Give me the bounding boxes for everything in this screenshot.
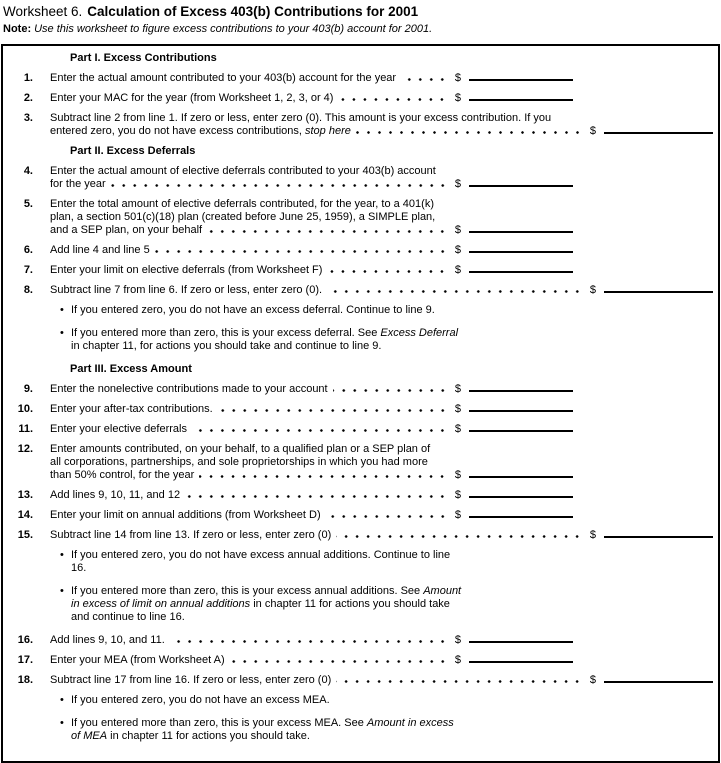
bullet-text-line <box>71 730 454 743</box>
text-segment: for the year <box>50 178 106 190</box>
line-number-2: 2. <box>23 92 33 104</box>
dollar-sign: $ <box>454 264 461 276</box>
text-segment: in chapter 11 for actions you should take <box>250 598 450 610</box>
line-last-row <box>50 284 713 297</box>
line-number-10: 10. <box>17 403 33 415</box>
amount-input-line-3[interactable] <box>604 132 713 134</box>
line-last-row <box>50 178 573 191</box>
bullet-text-line <box>71 562 450 575</box>
line-text <box>50 443 573 456</box>
text-segment: plan, a section 501(c)(18) plan (created before June 25, 1959), a SIMPLE plan, <box>50 211 436 223</box>
part-heading-1: Part I. Excess Contributions <box>70 52 217 64</box>
bullet-item <box>60 327 718 353</box>
amount-input-line-13[interactable] <box>469 496 573 498</box>
line-number-13: 13. <box>17 489 33 501</box>
line-text <box>50 284 322 297</box>
dot-leader <box>207 230 448 233</box>
line-item-4 <box>3 165 573 191</box>
line-text <box>50 654 225 667</box>
line-body-12 <box>50 443 573 482</box>
amount-input-line-1[interactable] <box>469 79 573 81</box>
text-segment: and a SEP plan, on your behalf <box>50 224 203 236</box>
line-body-16 <box>50 634 573 647</box>
dot-leader <box>338 98 447 101</box>
text-segment: If you entered more than zero, this is your excess MEA. See <box>71 717 367 729</box>
line-text <box>50 92 333 105</box>
dot-leader <box>401 78 448 81</box>
amount-input-line-6[interactable] <box>469 251 573 253</box>
line-body-6 <box>50 244 573 257</box>
bullet-text <box>71 304 435 317</box>
line-last-row <box>50 264 573 277</box>
amount-input-line-17[interactable] <box>469 661 573 663</box>
note-label: Note: <box>3 23 32 35</box>
dot-leader <box>327 270 447 273</box>
line-last-row <box>50 72 573 85</box>
line-last-row <box>50 529 713 542</box>
line-text <box>50 456 573 469</box>
bullet-text-line <box>71 717 454 730</box>
dollar-sign: $ <box>454 244 461 256</box>
line-number-5: 5. <box>23 198 33 210</box>
dot-leader <box>185 495 448 498</box>
line-last-row <box>50 92 573 105</box>
dot-leader <box>356 131 583 134</box>
line-item-10 <box>3 403 573 416</box>
line-text <box>50 112 713 125</box>
dot-leader <box>170 640 448 643</box>
line-text <box>50 198 573 211</box>
worksheet-box <box>1 44 720 763</box>
dot-leader <box>111 184 448 187</box>
dollar-sign: $ <box>454 92 461 104</box>
text-segment: Enter your limit on annual additions (from Worksheet D) <box>50 509 321 521</box>
line-number-16: 16. <box>17 634 33 646</box>
line-body-2 <box>50 92 573 105</box>
dot-leader <box>155 250 448 253</box>
line-last-row <box>50 224 573 237</box>
text-segment: Enter the nonelective contributions made to your account <box>50 383 328 395</box>
line-number-11: 11. <box>18 423 33 435</box>
amount-input-line-2[interactable] <box>469 99 573 101</box>
text-segment: If you entered zero, you do not have an excess MEA. <box>71 694 330 706</box>
bullet-text-line <box>71 549 450 562</box>
line-body-9 <box>50 383 573 396</box>
part-heading-2: Part II. Excess Deferrals <box>70 145 196 157</box>
line-item-17 <box>3 654 573 667</box>
line-item-8 <box>3 284 713 297</box>
line-number-14: 14. <box>17 509 33 521</box>
amount-input-line-9[interactable] <box>469 390 573 392</box>
line-body-4 <box>50 165 573 191</box>
line-number-15: 15. <box>17 529 33 541</box>
dollar-sign: $ <box>454 178 461 190</box>
text-segment: Amount <box>423 585 462 597</box>
amount-input-line-5[interactable] <box>469 231 573 233</box>
line-last-row <box>50 423 573 436</box>
line-item-12 <box>3 443 573 482</box>
bullet-item <box>60 549 718 575</box>
text-segment: Subtract line 7 from line 6. If zero or less, enter zero (0). <box>50 284 323 296</box>
text-segment: Excess Deferral <box>380 327 459 339</box>
bullet-text-line <box>71 585 461 598</box>
line-last-row <box>50 383 573 396</box>
line-number-4: 4. <box>23 165 33 177</box>
line-item-11 <box>3 423 573 436</box>
line-body-15 <box>50 529 713 542</box>
line-text <box>50 383 328 396</box>
bullet-icon: • <box>60 717 64 729</box>
line-item-2 <box>3 92 573 105</box>
text-segment: Enter the actual amount of elective deferrals contributed to your 403(b) account <box>50 165 436 177</box>
text-segment: Subtract line 14 from line 13. If zero or less, enter zero (0) <box>50 529 332 541</box>
bullet-icon: • <box>60 585 64 597</box>
line-text <box>50 674 331 687</box>
line-last-row <box>50 509 573 522</box>
dollar-sign: $ <box>589 284 596 296</box>
text-segment: stop here <box>305 125 351 137</box>
line-item-15 <box>3 529 713 542</box>
text-segment: than 50% control, for the year <box>50 469 195 481</box>
text-segment: entered zero, you do not have excess contributions, <box>50 125 305 137</box>
bullet-text-line <box>71 611 461 624</box>
amount-input-line-15[interactable] <box>604 536 713 538</box>
line-item-16 <box>3 634 573 647</box>
dollar-sign: $ <box>454 224 461 236</box>
line-body-10 <box>50 403 573 416</box>
line-number-17: 17. <box>17 654 33 666</box>
text-segment: in chapter 11 for actions you should take. <box>107 730 310 742</box>
text-segment: of MEA <box>71 730 108 742</box>
line-number-18: 18. <box>17 674 33 686</box>
dollar-sign: $ <box>454 423 461 435</box>
text-segment: Enter the actual amount contributed to your 403(b) account for the year <box>50 72 397 84</box>
line-last-row <box>50 674 713 687</box>
line-item-6 <box>3 244 573 257</box>
text-segment: Subtract line 17 from line 16. If zero or less, enter zero (0) <box>50 674 332 686</box>
bullet-item <box>60 585 718 624</box>
amount-input-line-18[interactable] <box>604 681 713 683</box>
line-text <box>50 244 150 257</box>
text-segment: Amount in excess <box>366 717 454 729</box>
text-segment: Enter your limit on elective deferrals (from Worksheet F) <box>50 264 323 276</box>
line-text <box>50 224 202 237</box>
bullet-text-line <box>71 327 458 340</box>
line-item-3 <box>3 112 713 138</box>
text-segment: If you entered zero, you do not have an excess deferral. Continue to line 9. <box>71 304 435 316</box>
line-text <box>50 529 331 542</box>
bullet-text-line <box>71 598 461 611</box>
dot-leader <box>192 429 448 432</box>
dot-leader <box>333 389 448 392</box>
line-number-3: 3. <box>23 112 33 124</box>
line-last-row <box>50 489 573 502</box>
line-body-3 <box>50 112 713 138</box>
dot-leader <box>336 680 583 683</box>
line-number-6: 6. <box>23 244 33 256</box>
text-segment: Add lines 9, 10, 11, and 12 <box>50 489 181 501</box>
line-number-12: 12. <box>17 443 33 455</box>
line-text <box>50 469 194 482</box>
line-text <box>50 178 106 191</box>
line-body-8 <box>50 284 713 297</box>
dollar-sign: $ <box>589 125 596 137</box>
dollar-sign: $ <box>454 509 461 521</box>
line-text <box>50 211 573 224</box>
dot-leader <box>336 535 583 538</box>
line-text <box>50 423 187 436</box>
line-item-14 <box>3 509 573 522</box>
line-item-7 <box>3 264 573 277</box>
text-segment: Enter your MAC for the year (from Worksheet 1, 2, 3, or 4) <box>50 92 334 104</box>
dollar-sign: $ <box>454 654 461 666</box>
text-segment: in chapter 11, for actions you should take and continue to line 9. <box>71 340 382 352</box>
worksheet-note <box>3 23 721 36</box>
dollar-sign: $ <box>454 383 461 395</box>
line-body-5 <box>50 198 573 237</box>
text-segment: Enter your MEA (from Worksheet A) <box>50 654 225 666</box>
bullet-text-line <box>71 304 435 317</box>
line-text <box>50 403 213 416</box>
line-item-9 <box>3 383 573 396</box>
text-segment: Add lines 9, 10, and 11. <box>50 634 165 646</box>
line-body-7 <box>50 264 573 277</box>
line-text <box>50 634 165 647</box>
line-body-1 <box>50 72 573 85</box>
bullet-item <box>60 694 718 707</box>
line-last-row <box>50 125 713 138</box>
dot-leader <box>199 475 448 478</box>
line-last-row <box>50 654 573 667</box>
bullet-text <box>71 549 450 575</box>
dollar-sign: $ <box>454 403 461 415</box>
text-segment: If you entered more than zero, this is your excess annual additions. See <box>71 585 424 597</box>
line-last-row <box>50 634 573 647</box>
text-segment: Enter your elective deferrals <box>50 423 187 435</box>
amount-input-line-8[interactable] <box>604 291 713 293</box>
worksheet-title-text: Calculation of Excess 403(b) Contributions for 2001 <box>87 4 419 19</box>
line-text <box>50 489 180 502</box>
bullet-text <box>71 694 330 707</box>
line-body-18 <box>50 674 713 687</box>
page-title <box>3 3 721 20</box>
dollar-sign: $ <box>454 72 461 84</box>
dot-leader <box>218 409 448 412</box>
line-body-17 <box>50 654 573 667</box>
line-number-7: 7. <box>23 264 33 276</box>
bullet-text <box>71 585 461 624</box>
bullet-icon: • <box>60 549 64 561</box>
text-segment: all corporations, partnerships, and sole proprietorships in which you had more <box>50 456 428 468</box>
dollar-sign: $ <box>454 634 461 646</box>
dollar-sign: $ <box>454 469 461 481</box>
bullet-icon: • <box>60 304 64 316</box>
bullet-item <box>60 717 718 743</box>
text-segment: in excess of limit on annual additions <box>71 598 251 610</box>
line-number-9: 9. <box>23 383 33 395</box>
amount-input-line-16[interactable] <box>469 641 573 643</box>
dot-leader <box>326 515 448 518</box>
dollar-sign: $ <box>589 529 596 541</box>
line-body-11 <box>50 423 573 436</box>
line-item-13 <box>3 489 573 502</box>
amount-input-line-10[interactable] <box>469 410 573 412</box>
bullet-text <box>71 717 454 743</box>
dollar-sign: $ <box>454 489 461 501</box>
bullet-icon: • <box>60 327 64 339</box>
text-segment: Enter your after-tax contributions. <box>50 403 213 415</box>
line-body-14 <box>50 509 573 522</box>
text-segment: and continue to line 16. <box>71 611 185 623</box>
line-text <box>50 72 396 85</box>
line-item-5 <box>3 198 573 237</box>
line-text <box>50 165 573 178</box>
amount-input-line-14[interactable] <box>469 516 573 518</box>
bullet-text <box>71 327 458 353</box>
line-last-row <box>50 244 573 257</box>
line-text <box>50 264 322 277</box>
line-number-1: 1. <box>23 72 33 84</box>
text-segment: If you entered zero, you do not have excess annual additions. Continue to line <box>71 549 451 561</box>
amount-input-line-4[interactable] <box>469 185 573 187</box>
part-heading-3: Part III. Excess Amount <box>70 363 192 375</box>
dot-leader <box>230 660 448 663</box>
line-item-1 <box>3 72 573 85</box>
text-segment: If you entered more than zero, this is your excess deferral. See <box>71 327 381 339</box>
line-body-13 <box>50 489 573 502</box>
bullet-text-line <box>71 340 458 353</box>
text-segment: Enter the total amount of elective deferrals contributed, for the year, to a 401(k) <box>50 198 434 210</box>
bullet-text-line <box>71 694 330 707</box>
line-last-row <box>50 469 573 482</box>
line-item-18 <box>3 674 713 687</box>
text-segment: 16. <box>71 562 87 574</box>
text-segment: Enter amounts contributed, on your behalf, to a qualified plan or a SEP plan of <box>50 443 431 455</box>
text-segment: Add line 4 and line 5 <box>50 244 150 256</box>
worksheet-number: Worksheet 6. <box>3 4 83 19</box>
amount-input-line-7[interactable] <box>469 271 573 273</box>
note-text: Use this worksheet to figure excess contributions to your 403(b) account for 2001. <box>34 23 433 35</box>
bullet-item <box>60 304 718 317</box>
bullet-icon: • <box>60 694 64 706</box>
dot-leader <box>327 290 583 293</box>
dollar-sign: $ <box>589 674 596 686</box>
text-segment: Subtract line 2 from line 1. If zero or less, enter zero (0). This amount is your excess contribution. If you <box>50 112 552 124</box>
amount-input-line-12[interactable] <box>469 476 573 478</box>
line-text <box>50 509 321 522</box>
line-number-8: 8. <box>23 284 33 296</box>
line-last-row <box>50 403 573 416</box>
line-text <box>50 125 351 138</box>
amount-input-line-11[interactable] <box>469 430 573 432</box>
